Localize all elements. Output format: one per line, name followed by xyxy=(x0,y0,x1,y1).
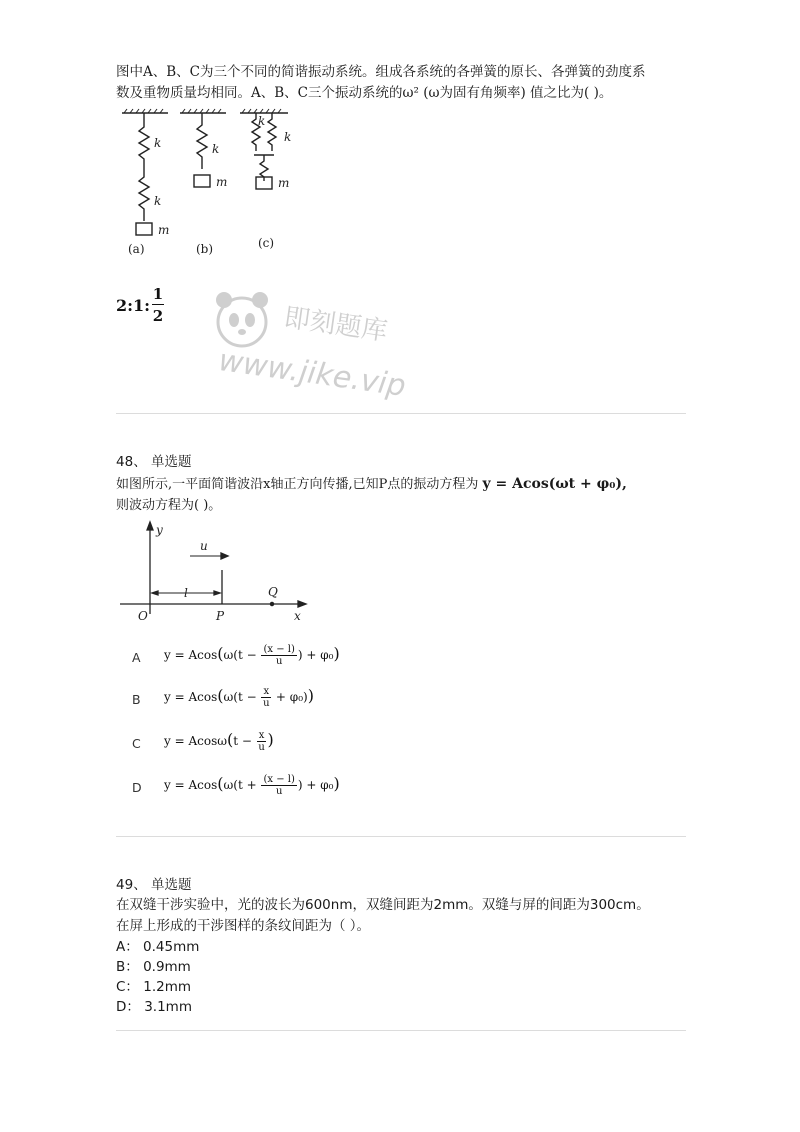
fraction-numerator: x xyxy=(258,730,265,741)
choice-letter: B： xyxy=(116,959,139,975)
option-formula: y = Acos(ω(t − $\frac{(x - l)}{u}$ ) + φ₀) xyxy=(164,644,340,667)
question-number: 49 xyxy=(116,877,134,893)
option-a[interactable] xyxy=(116,644,676,674)
formula-lhs: y = Acosω xyxy=(164,734,228,748)
watermark-text: 即刻题库 xyxy=(282,302,390,348)
formula-lhs: y = Acos xyxy=(164,778,218,792)
question-number: 48 xyxy=(116,454,134,470)
spring-systems-figure xyxy=(116,105,306,260)
choice-text: 0.45mm xyxy=(143,939,200,955)
mass-m-label: m xyxy=(216,175,228,189)
options-48 xyxy=(116,640,688,810)
divider xyxy=(116,413,686,414)
answer-47 xyxy=(116,296,150,315)
choice-letter: C： xyxy=(116,979,139,995)
option-formula: y = Acos(ω(t − $\frac{x}{u}$ + φ₀)) xyxy=(164,686,314,709)
answer-ratio: 2:1: xyxy=(116,296,151,315)
formula-part: + φ₀) xyxy=(272,690,308,704)
formula-fraction xyxy=(261,686,271,709)
fraction-numerator: x xyxy=(263,686,270,697)
wave-figure xyxy=(116,520,316,626)
spring-k-label: k xyxy=(284,130,292,144)
spring-k-label: k xyxy=(258,114,266,128)
question-stem xyxy=(116,474,688,495)
choice-b[interactable] xyxy=(116,957,688,977)
spring-k-label: k xyxy=(212,142,220,156)
formula-part: ) + φ₀ xyxy=(297,648,334,662)
answer-denominator: 2 xyxy=(152,307,164,325)
question-type: 单选题 xyxy=(150,877,192,893)
fraction-denominator: u xyxy=(275,786,283,797)
question-47 xyxy=(116,62,688,104)
watermark xyxy=(212,286,422,416)
question-stem-line: 在双缝干涉实验中，光的波长为600nm，双缝间距为2mm。双缝与屏的间距为300cm。 xyxy=(116,897,650,913)
panda-logo-icon xyxy=(212,286,272,356)
velocity-u-label: u xyxy=(200,539,208,553)
question-stem-line: 数及重物质量均相同。A、B、C三个振动系统的ω² (ω为固有角频率) 值之比为( )。 xyxy=(116,85,613,101)
fraction-denominator: u xyxy=(263,698,270,709)
choice-text: 3.1mm xyxy=(144,999,192,1015)
question-49 xyxy=(116,873,688,1017)
distance-l-label: l xyxy=(184,586,188,600)
answer-numerator: 1 xyxy=(152,285,164,303)
divider xyxy=(116,836,686,837)
option-formula: y = Acos(ω(t + $\frac{(x - l)}{u}$ ) + φ₀) xyxy=(164,774,340,797)
question-type: 单选题 xyxy=(150,454,192,470)
fraction-denominator: u xyxy=(258,742,265,753)
formula-fraction xyxy=(261,774,296,797)
formula-fraction xyxy=(261,644,296,667)
fraction-numerator: (x − l) xyxy=(263,774,295,785)
formula-part: t − xyxy=(233,734,256,748)
question-header: 48、 单选题 xyxy=(116,454,192,470)
choice-text: 1.2mm xyxy=(143,979,192,995)
question-stem-line: 在屏上形成的干涉图样的条纹间距为（ ）。 xyxy=(116,918,371,934)
question-48 xyxy=(116,450,688,516)
option-formula: y = Acosω(t − $\frac{x}{u}$ ) xyxy=(164,730,274,753)
mass-m-label: m xyxy=(158,223,170,237)
choice-c[interactable] xyxy=(116,977,688,997)
question-stem-line: 图中A、B、C为三个不同的简谐振动系统。组成各系统的各弹簧的原长、各弹簧的劲度系 xyxy=(116,64,646,80)
question-stem-line: 如图所示,一平面简谐波沿x轴正方向传播,已知P点的振动方程为 xyxy=(116,477,479,492)
formula-lhs: y = Acos xyxy=(164,648,218,662)
watermark-url: www.jike.vip xyxy=(216,343,408,404)
formula-part: ω(t − xyxy=(223,690,261,704)
formula-part: ) + φ₀ xyxy=(297,778,334,792)
spring-k-label: k xyxy=(154,136,162,150)
figure-label-b: (b) xyxy=(196,242,214,256)
point-q-label: Q xyxy=(268,585,278,599)
point-p-label: P xyxy=(216,609,225,623)
choice-a[interactable] xyxy=(116,937,688,957)
mass-m-label: m xyxy=(278,176,290,190)
choice-letter: D： xyxy=(116,999,140,1015)
option-letter: C xyxy=(132,736,141,751)
axis-y-label: y xyxy=(156,523,163,537)
option-d[interactable] xyxy=(116,774,676,804)
answer-fraction xyxy=(152,284,164,327)
fraction-denominator: u xyxy=(275,656,283,667)
formula-lhs: y = Acos xyxy=(164,690,218,704)
axis-x-label: x xyxy=(294,609,301,623)
option-letter: D xyxy=(132,780,142,795)
equation: y = Acos(ωt + φ₀), xyxy=(482,476,627,492)
formula-fraction xyxy=(257,730,267,753)
fraction-numerator: (x − l) xyxy=(263,644,295,655)
figure-label-c: (c) xyxy=(258,236,275,250)
origin-o-label: O xyxy=(138,609,148,623)
option-b[interactable] xyxy=(116,686,676,716)
formula-part: ω(t + xyxy=(223,778,261,792)
question-header: 49、 单选题 xyxy=(116,877,192,893)
option-letter: A xyxy=(132,650,141,665)
divider xyxy=(116,1030,686,1031)
figure-label-a: (a) xyxy=(128,242,145,256)
choice-text: 0.9mm xyxy=(143,959,191,975)
choice-d[interactable] xyxy=(116,997,688,1017)
spring-k-label: k xyxy=(154,194,162,208)
option-letter: B xyxy=(132,692,141,707)
question-stem-line: 则波动方程为( )。 xyxy=(116,498,222,513)
option-c[interactable] xyxy=(116,730,676,760)
formula-part: ω(t − xyxy=(223,648,261,662)
choice-letter: A： xyxy=(116,939,139,955)
